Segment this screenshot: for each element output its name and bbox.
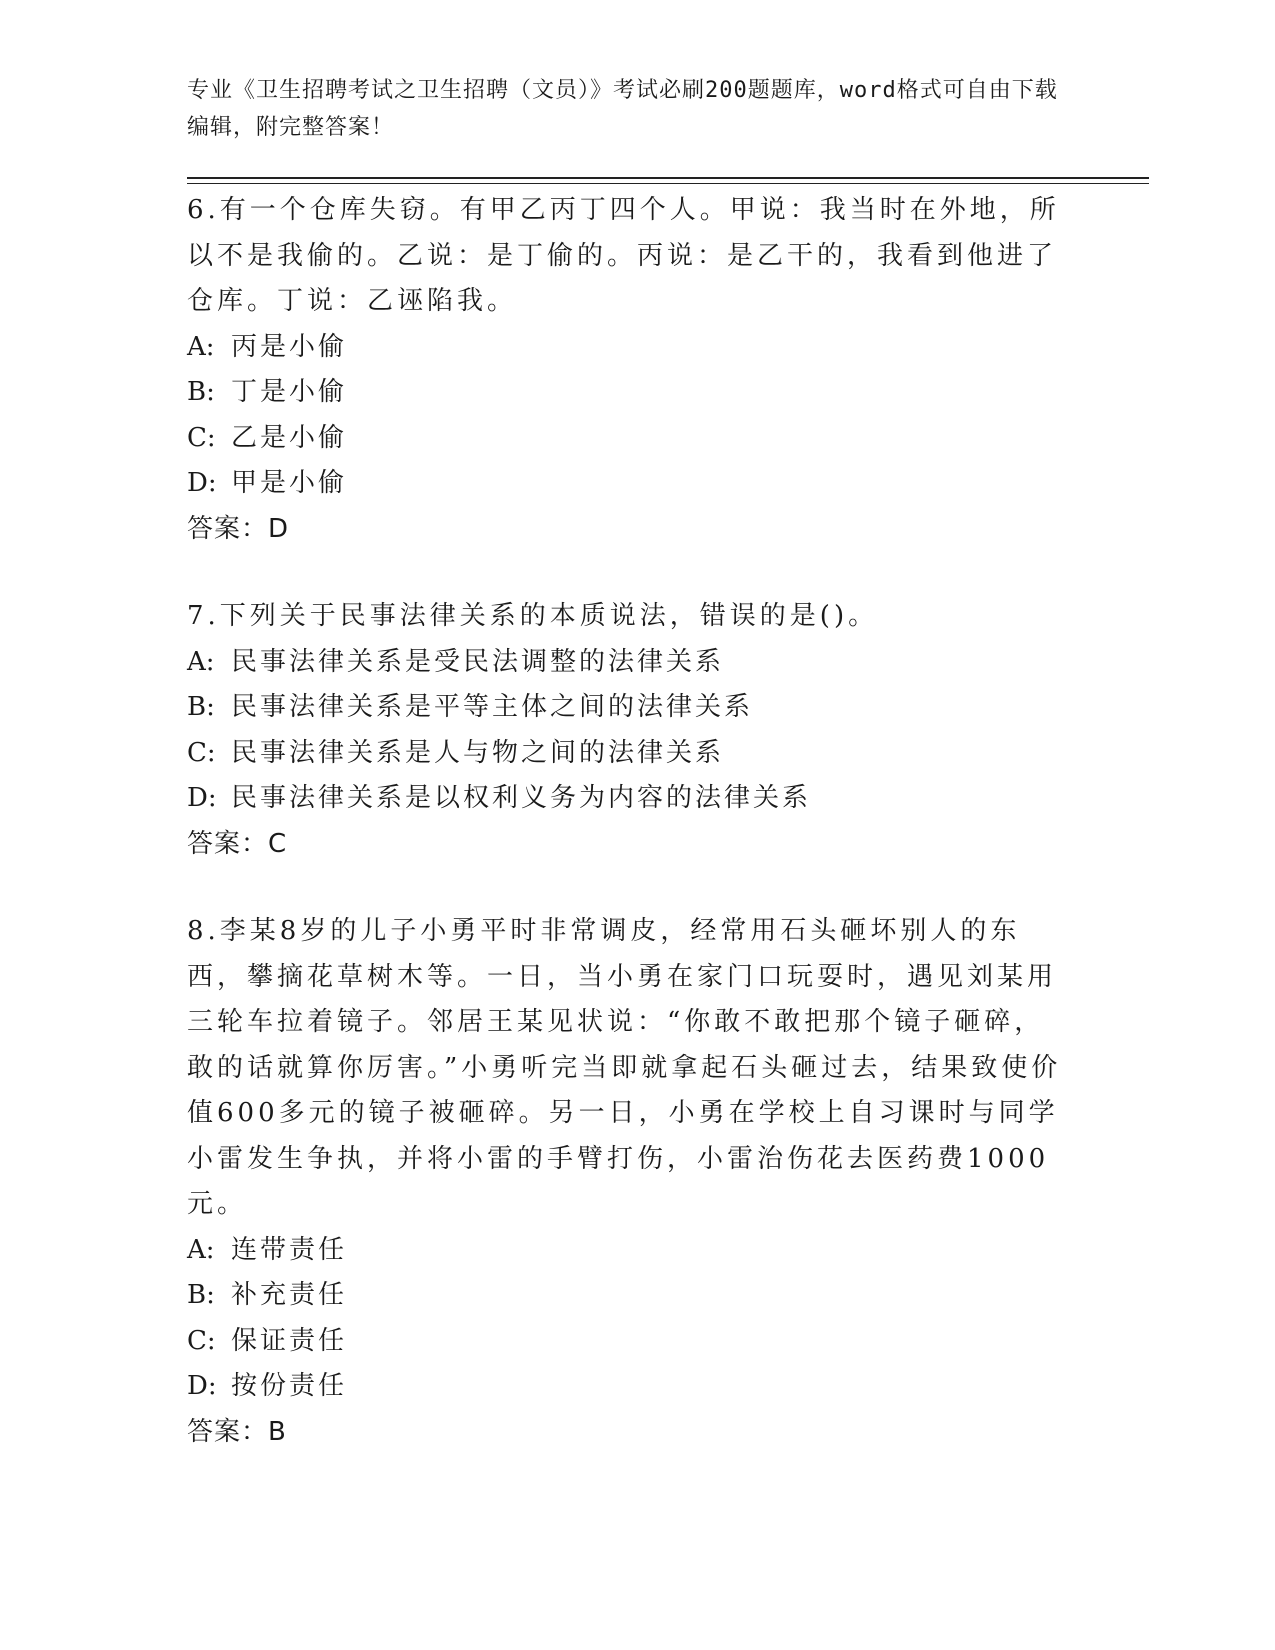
option-key: D: (187, 783, 217, 813)
option-text: 民事法律关系是人与物之间的法律关系 (231, 737, 725, 768)
option-key: C: (187, 422, 216, 453)
option-text: 乙是小偷 (231, 422, 348, 453)
header-divider-thin (187, 183, 1149, 184)
answer-line: 答案：B (187, 1416, 287, 1447)
option-a (187, 640, 1067, 686)
option-key: A: (187, 1234, 215, 1265)
option-c (187, 731, 1067, 777)
option-key: A: (187, 646, 215, 677)
header-divider-thick (187, 177, 1149, 179)
option-b (187, 1273, 1067, 1319)
option-key: B: (187, 377, 215, 407)
option-c (187, 1319, 1067, 1365)
question-stem: 6.有一个仓库失窃。有甲乙丙丁四个人。甲说：我当时在外地，所以不是我偷的。乙说：是丁偷的。丙说：是乙干的，我看到他进了仓库。丁说：乙诬陷我。 (187, 195, 1060, 316)
question-stem: 8.李某8岁的儿子小勇平时非常调皮，经常用石头砸坏别人的东西，攀摘花草树木等。一日，当小勇在家门口玩耍时，遇见刘某用三轮车拉着镜子。邻居王某见状说：“你敢不敢把那个镜子砸碎，敢的话就算你厉害。”小勇听完当即就拿起石头砸过去，结果致使价值600多元的镜子被砸碎。另一日，小勇在学校上自习课时与同学小雷发生争执，并将小雷的手臂打伤，小雷治伤花去医药费1000元。 (187, 916, 1062, 1219)
option-key: C: (187, 1325, 216, 1356)
option-d (187, 776, 1067, 822)
question-7 (187, 594, 1067, 867)
option-c (187, 416, 1067, 462)
option-b (187, 685, 1067, 731)
option-text: 甲是小偷 (231, 468, 348, 498)
option-text: 补充责任 (231, 1280, 348, 1310)
question-list (187, 188, 1067, 1497)
option-text: 丙是小偷 (231, 331, 348, 362)
option-a (187, 325, 1067, 371)
answer-line: 答案：D (187, 513, 290, 544)
option-key: A: (187, 331, 215, 362)
question-stem: 7.下列关于民事法律关系的本质说法，错误的是()。 (187, 601, 879, 631)
option-key: D: (187, 1371, 217, 1401)
option-text: 保证责任 (231, 1325, 348, 1356)
option-d (187, 461, 1067, 507)
question-6 (187, 188, 1067, 552)
option-text: 民事法律关系是平等主体之间的法律关系 (231, 692, 754, 722)
document-header: 专业《卫生招聘考试之卫生招聘（文员）》考试必刷200题题库，word格式可自由下载编辑，附完整答案！ (187, 78, 1058, 140)
option-b (187, 370, 1067, 416)
option-text: 连带责任 (231, 1234, 348, 1265)
option-text: 民事法律关系是受民法调整的法律关系 (231, 646, 725, 677)
option-key: C: (187, 737, 216, 768)
option-text: 丁是小偷 (231, 377, 348, 407)
option-key: B: (187, 1280, 215, 1310)
option-a (187, 1228, 1067, 1274)
option-d (187, 1364, 1067, 1410)
question-8 (187, 909, 1067, 1455)
option-text: 民事法律关系是以权利义务为内容的法律关系 (231, 783, 812, 813)
answer-line: 答案：C (187, 828, 288, 859)
option-key: B: (187, 692, 215, 722)
option-key: D: (187, 468, 217, 498)
option-text: 按份责任 (231, 1371, 348, 1401)
